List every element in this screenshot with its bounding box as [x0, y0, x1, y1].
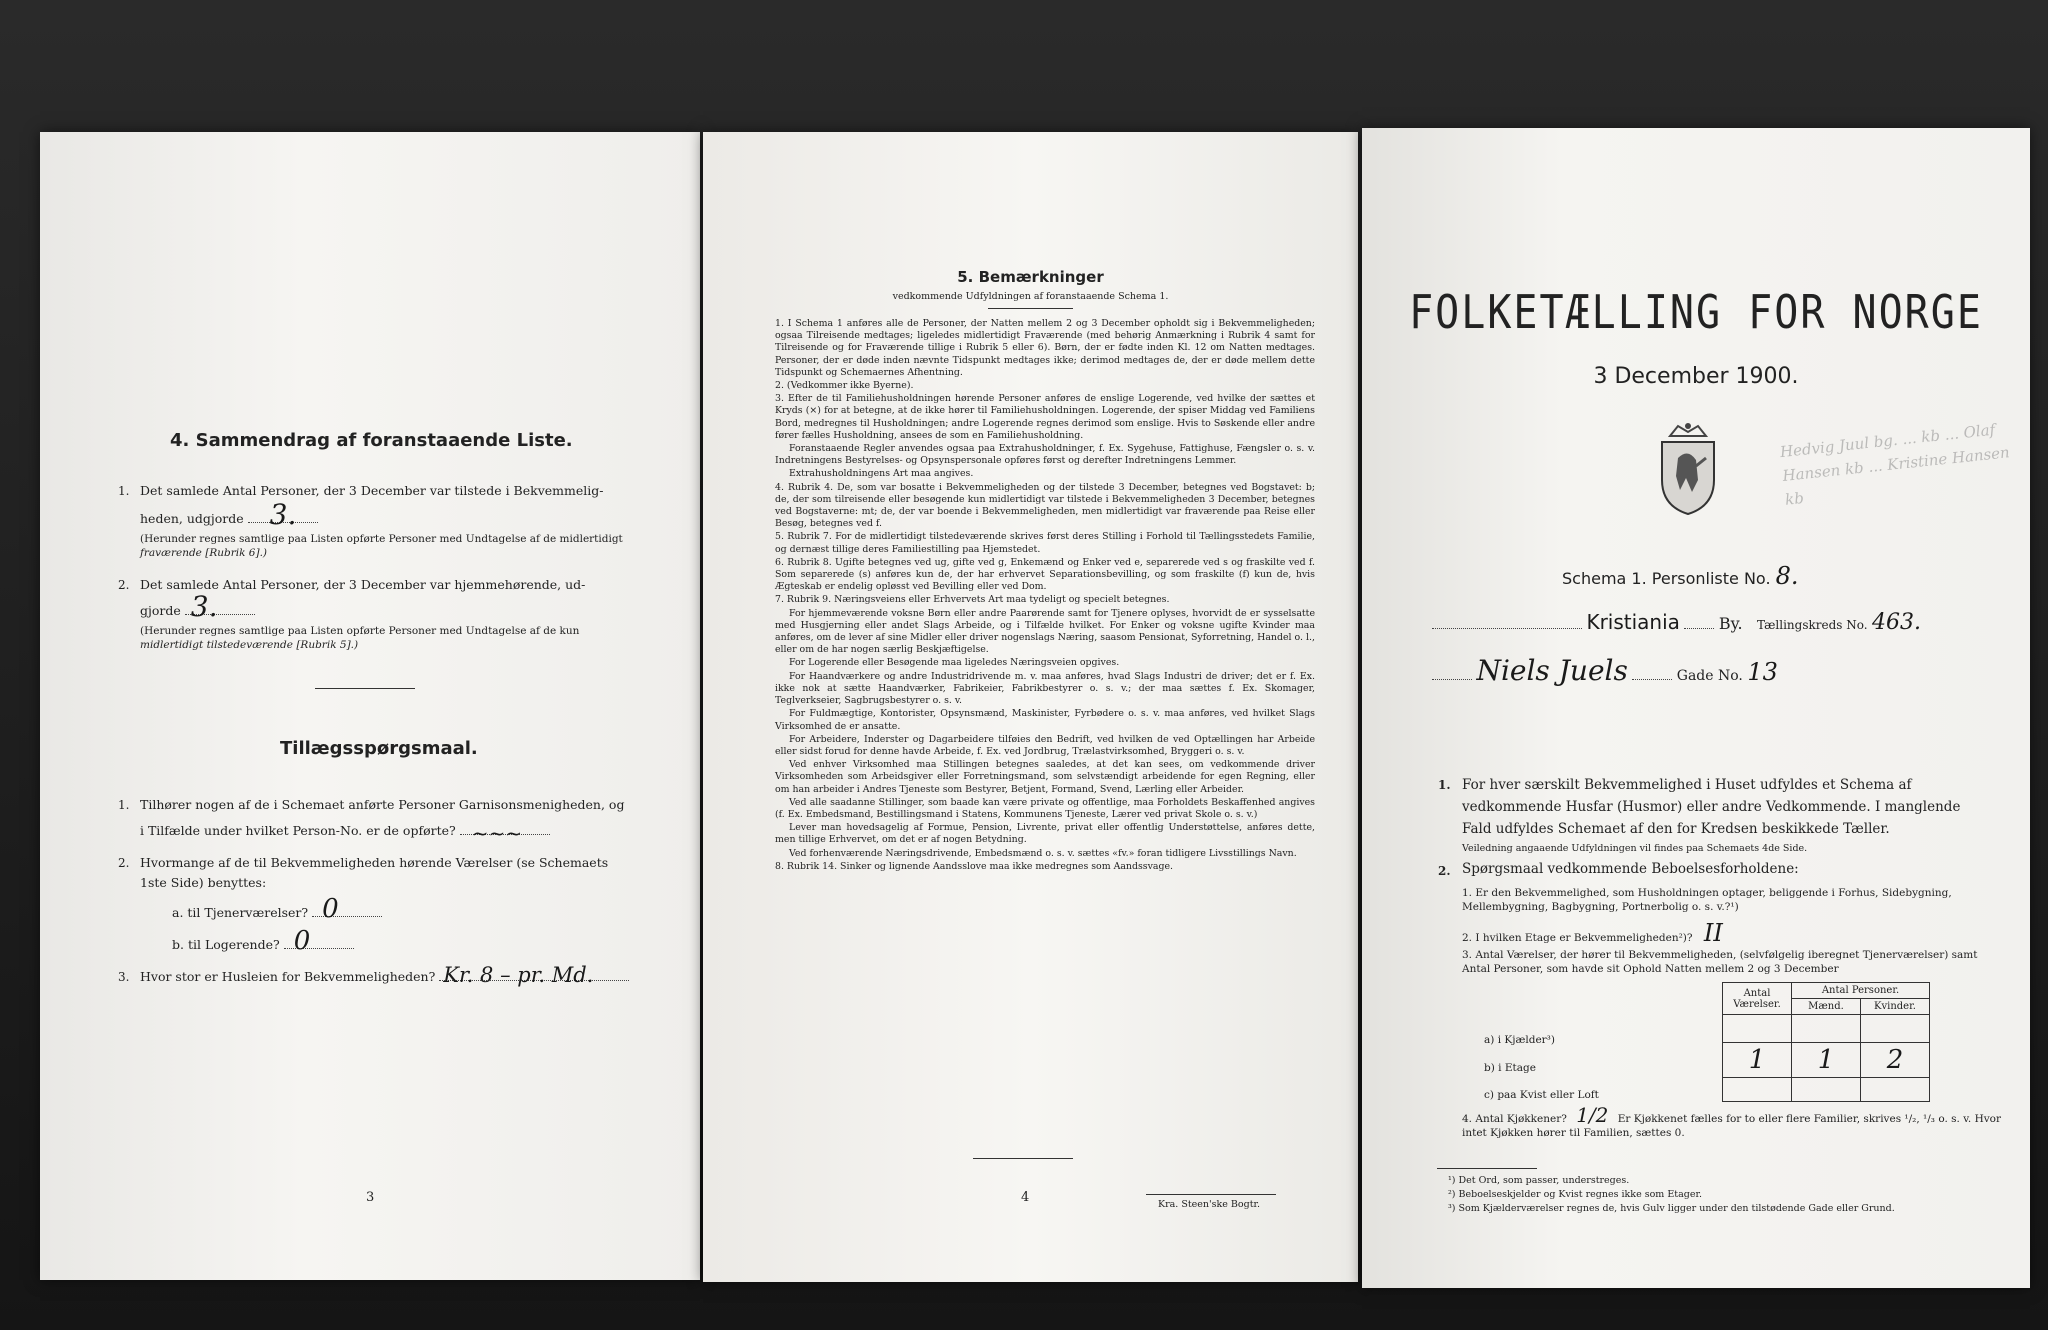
cell-a-men: [1792, 1015, 1861, 1043]
s4-label: 4. Antal Kjøkkener?: [1462, 1113, 1567, 1125]
s4-text: Er Kjøkkenet fælles for to eller flere Familier, skrives ¹/₂, ¹/₃ o. s. v. Hvor intet Kjøkken hører til Familien, sættes 0.: [1462, 1113, 2002, 1139]
remark-paragraph: For Fuldmægtige, Kontorister, Opsynsmænd, Maskinister, Fyrbødere o. s. v. maa anføres, ved hvilket Slags Virksomhed de er ansatte.: [775, 708, 1315, 732]
q2b-row: [172, 926, 354, 956]
remark-paragraph: 5. Rubrik 7. For de midlertidigt tilstedeværende skrives først deres Stilling i Forhold til Tællingsstedets Familie, og dernæst tillige deres Familiestilling paa Hjemstedet.: [775, 531, 1315, 555]
s2-value: II: [1703, 919, 1723, 947]
s4-row: [1462, 1103, 2002, 1140]
remark-paragraph: For hjemmeværende voksne Børn eller andre Paarørende samt for Tjenere oplyses, hvorvidt de er sysselsatte med Husgjerning eller andet Slags Arbeide, og i Tilfælde hvilket. For Enker og voksne ugifte Kvinder maa anføres, om de lever af sine Midler eller driver nogenslags Næring, saasom Pensionat, Syforretning, Handel o. l., eller om de har nogen særlig Beskjæftigelse.: [775, 607, 1315, 656]
row-b-label: b) i Etage: [1484, 1062, 1536, 1074]
remark-paragraph: 4. Rubrik 4. De, som var bosatte i Bekvemmeligheden og der tilstede 3 December, betegnes ved Bogstavet: b; de, der som tilreisende eller besøgende kun midlertidigt var tilstede i Bekvemmeligheden 3 December, betegnes ved Bogstaverne: mt; de, der var boende i Bekvemmeligheden, men midlertidigt var fraværende paa Reise eller Besøg, betegnes ved f.: [775, 481, 1315, 530]
remark-paragraph: 2. (Vedkommer ikke Byerne).: [775, 380, 914, 392]
footnote-2: ²) Beboelseskjelder og Kvist regnes ikke som Etager.: [1448, 1189, 1702, 1200]
i2-text: Spørgsmaal vedkommende Beboelsesforholdene:: [1462, 861, 1799, 877]
street-number: 13: [1747, 658, 1778, 686]
q2b-label: b. til Logerende?: [172, 937, 280, 952]
q3-label: Hvor stor er Husleien for Bekvemmeligheden?: [140, 969, 436, 984]
title-wrap: [1362, 286, 2030, 340]
item2-note1: (Herunder regnes samtlige paa Listen opførte Personer med Undtagelse af de kun: [140, 625, 580, 637]
q3-row: [140, 963, 629, 987]
q2-line1: Hvormange af de til Bekvemmeligheden hørende Værelser (se Schemaets: [140, 855, 609, 870]
middle-page: [703, 132, 1358, 1282]
section4-heading: 4. Sammendrag af foranstaaende Liste.: [170, 430, 573, 451]
printer-rule: [1146, 1194, 1276, 1195]
remark-paragraph: Extrahusholdningens Art maa angives.: [789, 468, 974, 480]
remark-paragraph: For Logerende eller Besøgende maa ligeledes Næringsveien opgives.: [789, 657, 1120, 669]
s3-text: 3. Antal Værelser, der hører til Bekvemmeligheden, (selvfølgelig iberegnet Tjenerværelser) samt Antal Personer, som havde sit Ophold Natten mellem 2 og 3 December: [1462, 949, 1978, 975]
remark-paragraph: 7. Rubrik 9. Næringsveiens eller Erhvervets Art maa tydeligt og specielt betegnes.: [775, 594, 1170, 606]
q1-answer: ~~~: [471, 821, 522, 845]
q1-dots: [460, 821, 550, 845]
col-rooms: Antal Værelser.: [1723, 983, 1792, 1015]
q1-line2-row: [140, 821, 550, 845]
i1-number: 1.: [1438, 778, 1451, 792]
q3-value: Kr. 8 – pr. Md.: [443, 963, 594, 987]
q1-number: 1.: [118, 798, 130, 812]
q1-line1: Tilhører nogen af de i Schemaet anførte Personer Garnisonsmenigheden, og: [140, 797, 625, 812]
s4-value: 1/2: [1576, 1103, 1609, 1127]
schema-row: [1562, 562, 1799, 590]
item2-dots: [185, 590, 255, 623]
street-dots-left: [1432, 679, 1472, 680]
census-date: 3 December 1900.: [1593, 364, 1799, 389]
item1-value: 3.: [269, 498, 297, 531]
remarks-rule: [988, 308, 1073, 309]
q2a-dots: [312, 894, 382, 924]
remarks-list: [775, 318, 1315, 874]
cell-c-women: [1861, 1078, 1930, 1102]
schema-label: Schema 1. Personliste No.: [1562, 569, 1771, 588]
remark-paragraph: Lever man hovedsagelig af Formue, Pension, Livrente, privat eller offentlig Understøttelse, anføres dette, men tillige Erhvervet, om det er af nogen Betydning.: [775, 822, 1315, 846]
cell-a-rooms: [1723, 1015, 1792, 1043]
remark-paragraph: Ved forhenværende Næringsdrivende, Embedsmænd o. s. v. sættes «fv.» foran tidligere Livsstillings Navn.: [789, 847, 1297, 859]
item1-number: 1.: [118, 484, 130, 498]
remark-paragraph: Foranstaaende Regler anvendes ogsaa paa Extrahusholdninger, f. Ex. Sygehuse, Fattighuse, Fængsler o. s. v. Indretningens Bestyrelses- og Opsynspersonale opføres først og derefter Indretningens Lemmer.: [775, 443, 1315, 467]
q2b-value: 0: [293, 926, 311, 956]
item1-line1: Det samlede Antal Personer, der 3 December var tilstede i Bekvemmelig-: [140, 483, 604, 498]
city-value: Kristiania: [1586, 610, 1680, 634]
persons-table: [1722, 982, 1930, 1102]
item1-note1: (Herunder regnes samtlige paa Listen opførte Personer med Undtagelse af de midlertidigt: [140, 533, 623, 545]
cell-b-men: 1: [1792, 1043, 1861, 1078]
q2a-label: a. til Tjenerværelser?: [172, 905, 309, 920]
cell-b-rooms: 1: [1723, 1043, 1792, 1078]
city-dots-right: [1684, 628, 1714, 629]
district-value: 463.: [1872, 610, 1922, 635]
item2-number: 2.: [118, 578, 130, 592]
remarks-subheading: vedkommende Udfyldningen af foranstaaende Schema 1.: [892, 291, 1169, 302]
row-a-label: a) i Kjælder³): [1484, 1034, 1555, 1046]
divider: [315, 688, 415, 689]
item2-value: 3.: [190, 590, 218, 623]
item2-line2: gjorde: [140, 603, 181, 618]
remark-paragraph: 8. Rubrik 14. Sinker og lignende Aandsslove maa ikke medregnes som Aandssvage.: [775, 860, 1174, 872]
street-row: [1432, 654, 1992, 687]
street-label: Gade No.: [1676, 668, 1743, 684]
q3-dots: [439, 963, 629, 987]
footnote-3: ³) Som Kjælderværelser regnes de, hvis Gulv ligger under den tilstødende Gade eller Grund.: [1448, 1203, 1895, 1214]
remark-paragraph: Ved enhver Virksomhed maa Stillingen betegnes saaledes, at det kan sees, om vedkommende driver Virksomheden som Arbeidsgiver eller Forretningsmand, som selvstændigt arbeidende for egen Regning, eller om han arbeider i Andres Tjeneste som Bestyrer, Betjent, Formand, Svend, Lærling eller Arbeider.: [775, 759, 1315, 795]
remark-paragraph: For Haandværkere og andre Industridrivende m. v. maa anføres, hvad Slags Industri de driver; det er f. Ex. ikke nok at sætte Haandværker, Fabrikeier, Fabrikbestyrer o. s. v.; der maa sættes f. Ex. Skomager, Teglverkseier, Sagbrugsbestyrer o. s. v.: [775, 670, 1315, 707]
q2-line2: 1ste Side) benyttes:: [140, 875, 267, 890]
col-men: Mænd.: [1792, 999, 1861, 1015]
norwegian-lion-coat-of-arms-icon: [1652, 418, 1724, 518]
q2a-value: 0: [322, 894, 339, 924]
q1-line2: i Tilfælde under hvilket Person-No. er de opførte?: [140, 823, 456, 838]
street-value: Niels Juels: [1476, 654, 1628, 687]
item2-line2-row: [140, 590, 255, 623]
cell-a-women: [1861, 1015, 1930, 1043]
item1-note2: fraværende [Rubrik 6].): [140, 547, 268, 559]
cell-c-rooms: [1723, 1078, 1792, 1102]
page-number-left: 3: [366, 1190, 375, 1205]
schema-value: 8.: [1775, 562, 1799, 590]
item2-note2: midlertidigt tilstedeværende [Rubrik 5].): [140, 639, 359, 651]
s2-text: 2. I hvilken Etage er Bekvemmeligheden²)?: [1462, 932, 1693, 944]
item1-dots: [248, 498, 318, 531]
col-women: Kvinder.: [1861, 999, 1930, 1015]
i1-text: For hver særskilt Bekvemmelighed i Huset udfyldes et Schema af vedkommende Husfar (Husmor) eller andre Vedkommende. I manglende Fald udfyldes Schemaet af den for Kredsen beskikkede Tæller.: [1462, 777, 1961, 837]
s2-row: [1462, 919, 1723, 947]
remarks-heading: 5. Bemærkninger: [957, 268, 1104, 286]
left-page: [40, 132, 700, 1280]
cell-b-women: 2: [1861, 1043, 1930, 1078]
census-title: FOLKETÆLLING FOR NORGE: [1409, 286, 1983, 340]
q3-number: 3.: [118, 970, 130, 984]
city-dots-left: [1432, 628, 1582, 629]
q2a-row: [172, 894, 382, 924]
item1-line2: heden, udgjorde: [140, 511, 244, 526]
end-rule: [973, 1158, 1073, 1159]
street-dots-right: [1632, 679, 1672, 680]
cell-c-men: [1792, 1078, 1861, 1102]
remark-paragraph: 3. Efter de til Familiehusholdningen hørende Personer anføres de enslige Logerende, ved hvilke der sættes et Kryds (×) for at betegne, at de ikke hører til Familiehusholdningen. Logerende, der spiser Middag ved Familiens Bord, medregnes til Husholdningen; andre Logerende regnes derimod som enslige. Hvis to Søskende eller andre fører fælles Husholdning, ansees de som en Familiehusholdning.: [775, 393, 1315, 441]
city-label: By.: [1718, 614, 1743, 633]
i2-number: 2.: [1438, 864, 1451, 878]
city-row: [1432, 610, 1992, 635]
remark-paragraph: 6. Rubrik 8. Ugifte betegnes ved ug, gifte ved g, Enkemænd og Enker ved e, separerede ved s og fraskilte ved f. Som separerede (s) anføres kun de, der har erhvervet Separationsbevilling, og som fraskilte (f) kun de, hvis Ægteskab er endelig opløsst ved Bevilling eller ved Dom.: [775, 556, 1315, 593]
right-page: [1362, 128, 2030, 1288]
i1-note: Veiledning angaaende Udfyldningen vil findes paa Schemaets 4de Side.: [1462, 843, 1808, 854]
district-label: Tællingskreds No.: [1757, 618, 1868, 632]
item1-line2-row: [140, 498, 318, 531]
item2-line1: Det samlede Antal Personer, der 3 December var hjemmehørende, ud-: [140, 577, 586, 592]
footnote-rule: [1437, 1168, 1537, 1169]
q2-number: 2.: [118, 856, 130, 870]
extra-heading: Tillægsspørgsmaal.: [280, 738, 478, 759]
remark-paragraph: 1. I Schema 1 anføres alle de Personer, der Natten mellem 2 og 3 December opholdt sig i Bekvemmeligheden; ogsaa Tilreisende medtages; ligeledes midlertidigt Fraværende (med behørig Anmærkning i Rubrik 4 samt for Tilreisende og for Fraværende tillige i Rubrik 5 eller 6). Børn, der er fødte inden Kl. 12 om Natten medtages. Personer, der er døde inden nævnte Tidspunkt medtages ikke; derimod medtages de, der er døde mellem dette Tidspunkt og Schemaernes Afhentning.: [775, 318, 1315, 378]
footnote-1: ¹) Det Ord, som passer, understreges.: [1448, 1175, 1630, 1186]
s1-text: 1. Er den Bekvemmelighed, som Husholdningen optager, beliggende i Forhus, Sidebygning, Mellembygning, Bagbygning, Portnerbolig o. s. v.?¹): [1462, 887, 1952, 913]
pencil-note: Hedvig Juul bg. ... kb ... Olaf Hansen kb ... Kristine Hansen kb: [1779, 420, 2011, 509]
remark-paragraph: For Arbeidere, Inderster og Dagarbeidere tilføies den Bedrift, ved hvilken de ved Optællingen har Arbeide eller sidst forud for denne havde Arbeide, f. Ex. ved Jordbrug, Trælastvirksomhed, Bryggeri o. s. v.: [775, 733, 1315, 757]
page-number-middle: 4: [1021, 1190, 1030, 1205]
remark-paragraph: Ved alle saadanne Stillinger, som baade kan være private og offentlige, maa Forholdets Beskaffenhed angives (f. Ex. Embedsmand, Bestillingsmand i Statens, Kommunens Tjeneste, Lærer ved privat Skole o. s. v.): [775, 796, 1315, 820]
row-c-label: c) paa Kvist eller Loft: [1484, 1089, 1599, 1101]
col-persons: Antal Personer.: [1792, 983, 1930, 999]
q2b-dots: [284, 926, 354, 956]
printer-credit: Kra. Steen'ske Bogtr.: [1158, 1199, 1261, 1210]
